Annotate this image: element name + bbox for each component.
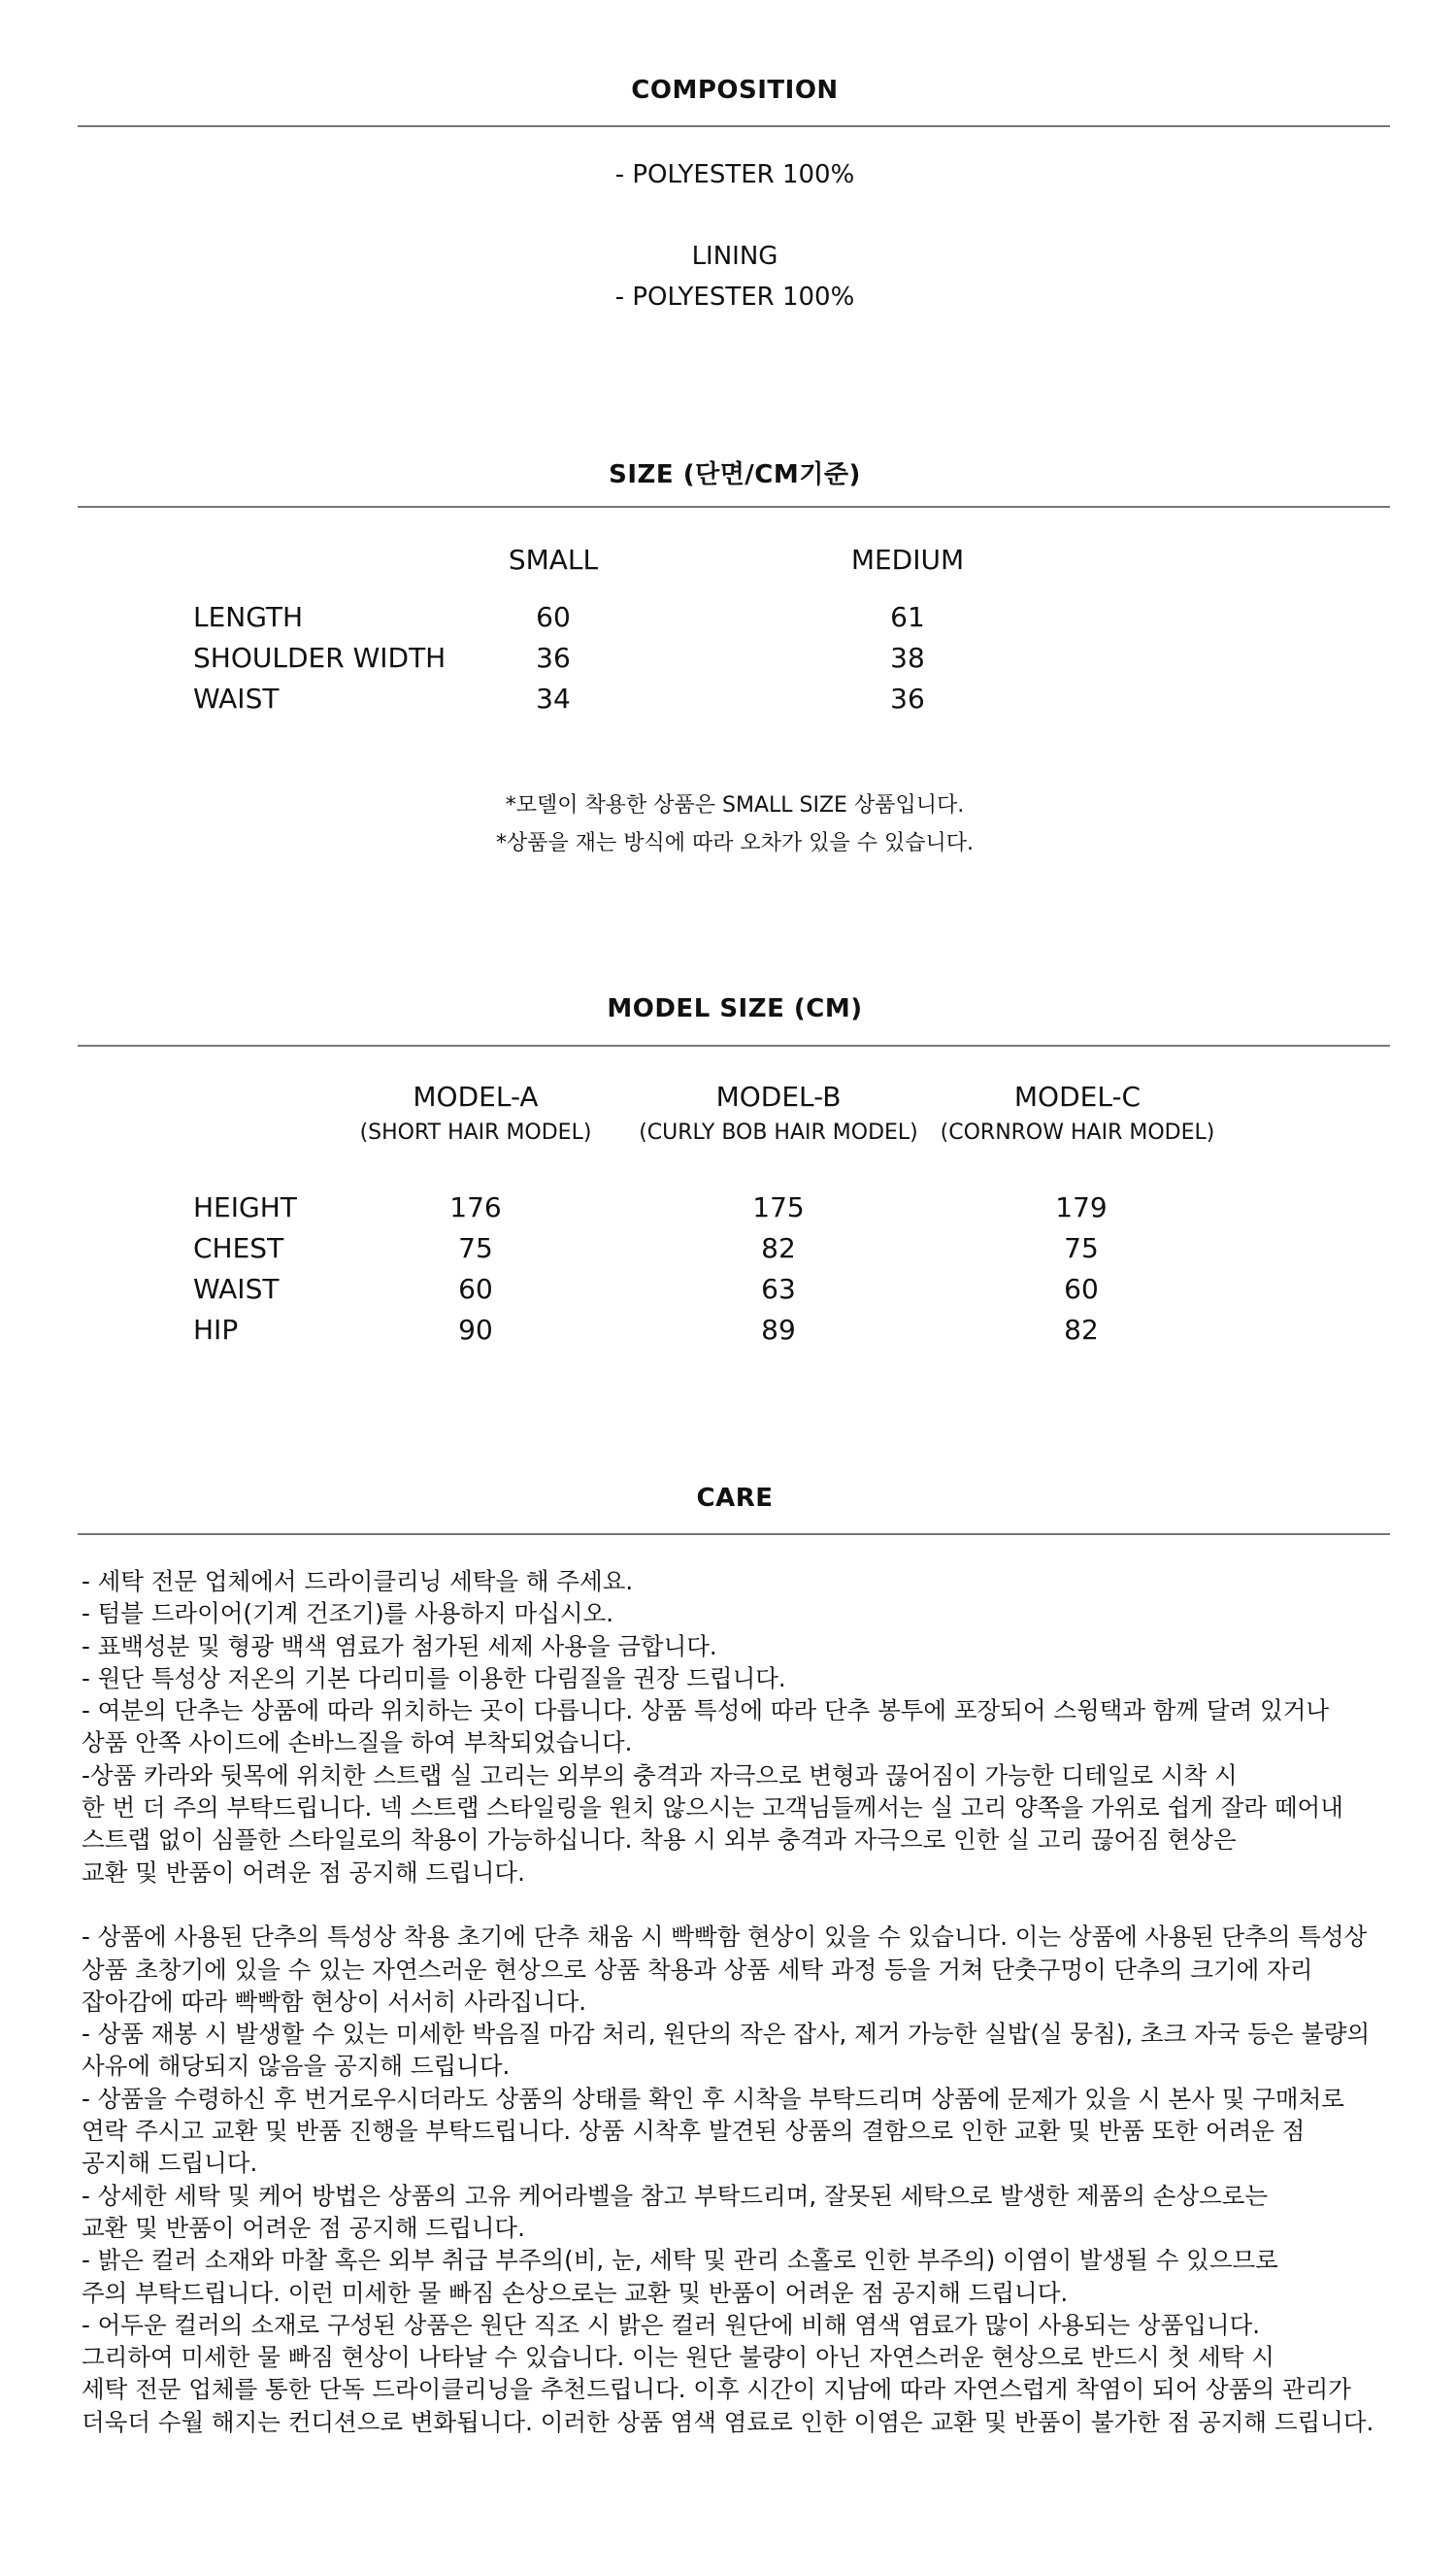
care-line: 그리하여 미세한 물 빠짐 현상이 나타날 수 있습니다. 이는 원단 불량이 아닌 자연스러운 현상으로 반드시 첫 세탁 시: [82, 2343, 1274, 2372]
size-note: *상품을 재는 방식에 따라 오차가 있을 수 있습니다.: [496, 831, 974, 855]
care-line: 세탁 전문 업체를 통한 단독 드라이클리닝을 추천드립니다. 이후 시간이 지남에 따라 자연스럽게 착염이 되어 상품의 관리가: [82, 2375, 1351, 2404]
size-cell: 34: [536, 683, 571, 715]
care-line: - 어두운 컬러의 소재로 구성된 상품은 원단 직조 시 밝은 컬러 원단에 비해 염색 염료가 많이 사용되는 상품입니다.: [82, 2310, 1261, 2339]
care-line: - 상품 재봉 시 발생할 수 있는 미세한 박음질 마감 처리, 원단의 작은 잡사, 제거 가능한 실밥(실 뭉침), 초크 자국 등은 불량의: [82, 2020, 1371, 2049]
model-row-label: CHEST: [193, 1232, 284, 1264]
size-divider: [78, 506, 1390, 508]
size-row-label: WAIST: [193, 683, 280, 715]
model-row-label: HEIGHT: [193, 1191, 297, 1223]
care-line: - 상품을 수령하신 후 번거로우시더라도 상품의 상태를 확인 후 시착을 부탁드리며 상품에 문제가 있을 시 본사 및 구매처로: [82, 2084, 1344, 2113]
care-line: - 상품에 사용된 단추의 특성상 착용 초기에 단추 채움 시 빡빡함 현상이 있을 수 있습니다. 이는 상품에 사용된 단추의 특성상: [82, 1923, 1368, 1952]
care-line: 사유에 해당되지 않음을 공지해 드립니다.: [82, 2052, 511, 2081]
care-line: 교환 및 반품이 어려운 점 공지해 드립니다.: [82, 2213, 525, 2242]
care-line: 상품 초창기에 있을 수 있는 자연스러운 현상으로 상품 착용과 상품 세탁 과정 등을 거쳐 단춧구멍이 단추의 크기에 자리: [82, 1955, 1313, 1984]
care-line: - 여분의 단추는 상품에 따라 위치하는 곳이 다릅니다. 상품 특성에 따라 단추 봉투에 포장되어 스윙택과 함께 달려 있거나: [82, 1696, 1330, 1725]
model-cell: 89: [761, 1314, 796, 1346]
model-a-name: MODEL-A: [413, 1081, 539, 1113]
model-row-label: WAIST: [193, 1273, 280, 1305]
size-cell: 61: [890, 601, 925, 633]
model-cell: 60: [458, 1273, 493, 1305]
care-line: 한 번 더 주의 부탁드립니다. 넥 스트랩 스타일링을 원치 않으시는 고객님들께서는 실 고리 양쪽을 가위로 쉽게 잘라 떼어내: [82, 1793, 1343, 1823]
size-row-label: LENGTH: [193, 601, 304, 633]
size-column-medium: MEDIUM: [850, 544, 965, 576]
care-line: -상품 카라와 뒷목에 위치한 스트랩 실 고리는 외부의 충격과 자극으로 변형과 끊어짐이 가능한 디테일로 시착 시: [82, 1760, 1238, 1789]
model-cell: 90: [458, 1314, 493, 1346]
model-cell: 75: [1064, 1232, 1099, 1264]
care-line: 교환 및 반품이 어려운 점 공지해 드립니다.: [82, 1857, 525, 1887]
size-cell: 60: [536, 601, 571, 633]
model-cell: 175: [752, 1191, 805, 1223]
care-line: 주의 부탁드립니다. 이런 미세한 물 빠짐 손상으로는 교환 및 반품이 어려운 점 공지해 드립니다.: [82, 2278, 1069, 2307]
care-line: 상품 안쪽 사이드에 손바느질을 하여 부착되었습니다.: [82, 1728, 633, 1757]
care-line: 더욱더 수월 해지는 컨디션으로 변화됩니다. 이러한 상품 염색 염료로 인한 이염은 교환 및 반품이 불가한 점 공지해 드립니다.: [82, 2407, 1374, 2436]
model-cell: 75: [458, 1232, 493, 1264]
composition-heading: COMPOSITION: [631, 76, 839, 105]
care-line: - 세탁 전문 업체에서 드라이클리닝 세탁을 해 주세요.: [82, 1567, 634, 1595]
size-column-small: SMALL: [508, 544, 599, 576]
care-line: - 상세한 세탁 및 케어 방법은 상품의 고유 케어라벨을 참고 부탁드리며, 잘못된 세탁으로 발생한 제품의 손상으로는: [82, 2181, 1269, 2210]
model-cell: 60: [1064, 1273, 1099, 1305]
care-line-blank: [82, 1889, 1402, 1921]
model-c-name: MODEL-C: [1013, 1081, 1142, 1113]
care-text: [82, 1565, 1402, 2438]
model-a-desc: (SHORT HAIR MODEL): [359, 1120, 592, 1145]
model-b-name: MODEL-B: [715, 1081, 842, 1113]
composition-lining: - POLYESTER 100%: [614, 283, 855, 312]
care-line: 잡아감에 따라 빡빡함 현상이 서서히 사라집니다.: [82, 1987, 587, 2016]
model-c-desc: (CORNROW HAIR MODEL): [940, 1120, 1215, 1145]
size-heading: SIZE (단면/CM기준): [609, 460, 861, 489]
composition-lining-label: LINING: [691, 242, 778, 271]
model-cell: 82: [761, 1232, 796, 1264]
composition-shell: - POLYESTER 100%: [614, 160, 855, 189]
size-note: *모델이 착용한 상품은 SMALL SIZE 상품입니다.: [505, 793, 965, 818]
care-line: 공지해 드립니다.: [82, 2149, 258, 2178]
model-size-heading: MODEL SIZE (CM): [607, 994, 863, 1023]
size-cell: 36: [890, 683, 925, 715]
model-cell: 63: [761, 1273, 796, 1305]
care-line: - 원단 특성상 저온의 기본 다리미를 이용한 다림질을 권장 드립니다.: [82, 1663, 786, 1692]
care-line: - 밝은 컬러 소재와 마찰 혹은 외부 취급 부주의(비, 눈, 세탁 및 관리 소홀로 인한 부주의) 이염이 발생될 수 있으므로: [82, 2246, 1278, 2275]
care-divider: [78, 1533, 1390, 1535]
care-line: - 텀블 드라이어(기계 건조기)를 사용하지 마십시오.: [82, 1599, 614, 1628]
size-cell: 38: [890, 642, 925, 674]
care-line: 스트랩 없이 심플한 스타일로의 착용이 가능하십니다. 착용 시 외부 충격과 자극으로 인한 실 고리 끊어짐 현상은: [82, 1825, 1237, 1855]
model-b-desc: (CURLY BOB HAIR MODEL): [639, 1120, 918, 1145]
model-cell: 179: [1055, 1191, 1108, 1223]
model-cell: 82: [1064, 1314, 1099, 1346]
model-row-label: HIP: [193, 1314, 239, 1346]
model-cell: 176: [449, 1191, 502, 1223]
size-cell: 36: [536, 642, 571, 674]
composition-divider: [78, 125, 1390, 127]
care-line: 연락 주시고 교환 및 반품 진행을 부탁드립니다. 상품 시착후 발견된 상품의 결함으로 인한 교환 및 반품 또한 어려운 점: [82, 2117, 1306, 2146]
care-heading: CARE: [696, 1484, 774, 1513]
model-size-divider: [78, 1045, 1390, 1047]
care-line: - 표백성분 및 형광 백색 염료가 첨가된 세제 사용을 금합니다.: [82, 1631, 717, 1660]
size-row-label: SHOULDER WIDTH: [193, 642, 447, 674]
